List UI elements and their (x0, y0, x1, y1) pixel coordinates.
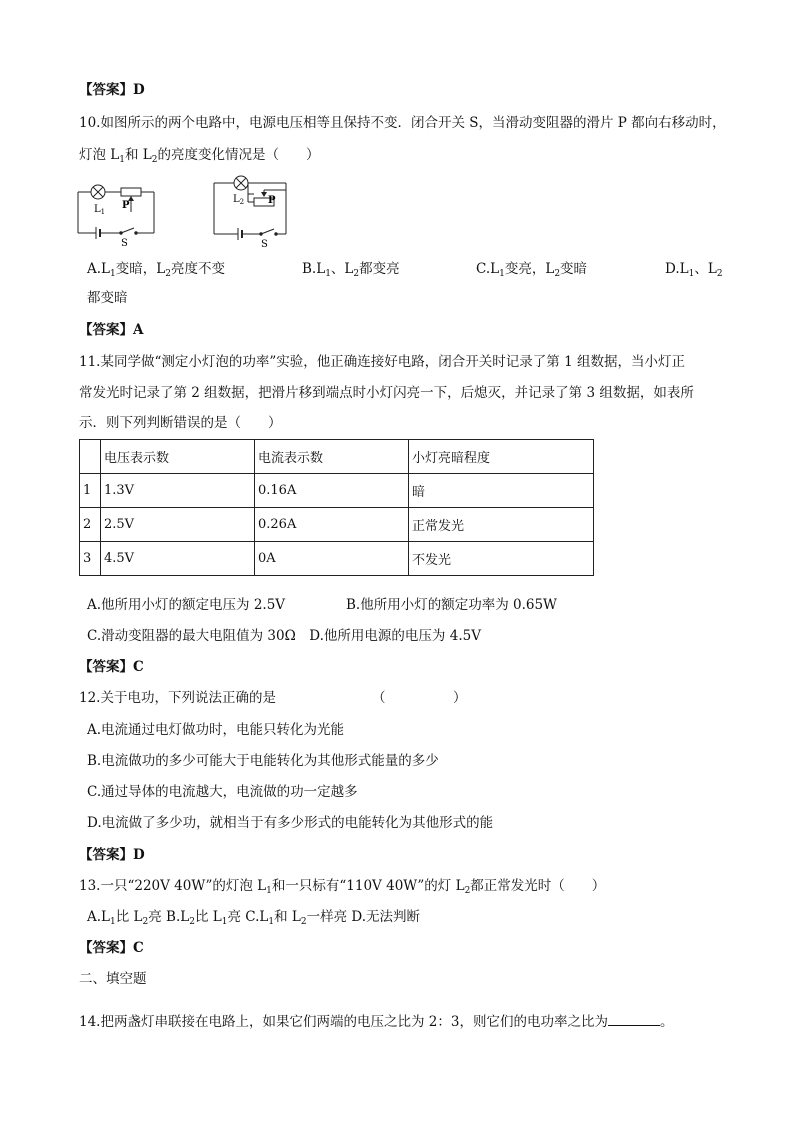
table-cell: 0.16A (255, 474, 409, 508)
q11-option-a: A.他所用小灯的额定电压为 2.5V (87, 597, 286, 613)
circuit1-switch-label: S (121, 238, 128, 248)
q12-answer: 【答案】D (79, 847, 145, 863)
q12-option-a: A.电流通过电灯做功时，电能只转化为光能 (87, 722, 345, 738)
table-cell: 不发光 (409, 542, 594, 576)
q11-stem-line1: 11.某同学做“测定小灯泡的功率”实验，他正确连接好电路，闭合开关时记录了第 1 组数据，当小灯正 (79, 354, 685, 370)
table-row (80, 542, 594, 576)
q11-data-table (79, 439, 594, 576)
table-row (80, 474, 594, 508)
circuit1-slider-label: P (122, 200, 130, 211)
table-cell: 0A (255, 542, 409, 576)
circuit2-switch-label: S (261, 239, 268, 250)
q11-stem-line2: 常发光时记录了第 2 组数据，把滑片移到端点时小灯闪亮一下，后熄灭，并记录了第 3 组数据，如表所 (79, 385, 694, 401)
q9-answer: 【答案】D (79, 82, 145, 98)
table-cell: 0.26A (255, 508, 409, 542)
circuit-diagram-1 (74, 178, 164, 248)
q12-option-b: B.电流做功的多少可能大于电能转化为其他形式能量的多少 (87, 753, 439, 769)
q14-stem: 14.把两盏灯串联接在电路上，如果它们两端的电压之比为 2：3，则它们的电功率之比为 。 (79, 1011, 673, 1032)
q12-paren: （ ） (372, 690, 467, 706)
q13-options: $A.L_1$比 $L_2$亮 $B.L_2$比 $L_1$亮 $C.L_1$和 $L_2$一样亮 D.无法判断 (87, 909, 421, 927)
table-row (80, 508, 594, 542)
table-cell: 1.3V (101, 474, 255, 508)
q11-option-b: B.他所用小灯的额定功率为 0.65W (346, 597, 557, 613)
table-cell: 2.5V (101, 508, 255, 542)
circuit-diagram-2 (208, 170, 298, 250)
table-header-cell (80, 440, 101, 474)
answer-blank[interactable] (608, 1011, 660, 1026)
q10-option-d-cont: 都变暗 (87, 290, 128, 306)
q11-option-c-d: C.滑动变阻器的最大电阻值为 30Ω D.他所用电源的电压为 4.5V (87, 628, 481, 644)
q10-stem-line2: 灯泡 $L_1$和 $L_2$的亮度变化情况是（ ） (79, 147, 320, 165)
table-header-cell: 电流表示数 (255, 440, 409, 474)
circuit2-slider-label: P (268, 195, 276, 206)
circuit2-lamp-label: $L_2$ (233, 194, 245, 206)
q13-stem: 13.一只“220V 40W”的灯泡 $L_1$和一只标有“110V 40W”的灯 $L_2$都正常发光时（ ） (79, 878, 606, 896)
table-cell: 3 (80, 542, 101, 576)
circuit1-lamp-label: $L_1$ (94, 204, 106, 216)
table-cell: 1 (80, 474, 101, 508)
q12-option-d: D.电流做了多少功，就相当于有多少形式的电能转化为其他形式的能 (87, 815, 494, 831)
table-header-row (80, 440, 594, 474)
table-cell: 4.5V (101, 542, 255, 576)
table-cell: 正常发光 (409, 508, 594, 542)
q10-option-d: $D.L_1$、$L_2$ (665, 261, 723, 279)
q12-option-c: C.通过导体的电流越大，电流做的功一定越多 (87, 784, 358, 800)
q13-answer: 【答案】C (79, 940, 144, 956)
q11-answer: 【答案】C (79, 659, 144, 675)
q10-stem-line1: 10.如图所示的两个电路中，电源电压相等且保持不变．闭合开关 S，当滑动变阻器的滑片 P 都向右移动时， (79, 115, 726, 131)
table-cell: 2 (80, 508, 101, 542)
table-cell: 暗 (409, 474, 594, 508)
table-header-cell: 电压表示数 (101, 440, 255, 474)
q10-answer: 【答案】A (79, 322, 144, 338)
q12-stem: 12.关于电功，下列说法正确的是 (79, 690, 276, 706)
q10-option-b: $B.L_1$、$L_2$都变亮 (302, 261, 400, 279)
q11-stem-line3: 示．则下列判断错误的是（ ） (79, 415, 282, 431)
table-header-cell: 小灯亮暗程度 (409, 440, 594, 474)
q10-option-c: $C.L_1$变亮，$L_2$变暗 (476, 261, 588, 279)
q10-option-a: $A.L_1$变暗，$L_2$亮度不变 (87, 261, 225, 279)
section-heading: 二、填空题 (79, 971, 147, 987)
